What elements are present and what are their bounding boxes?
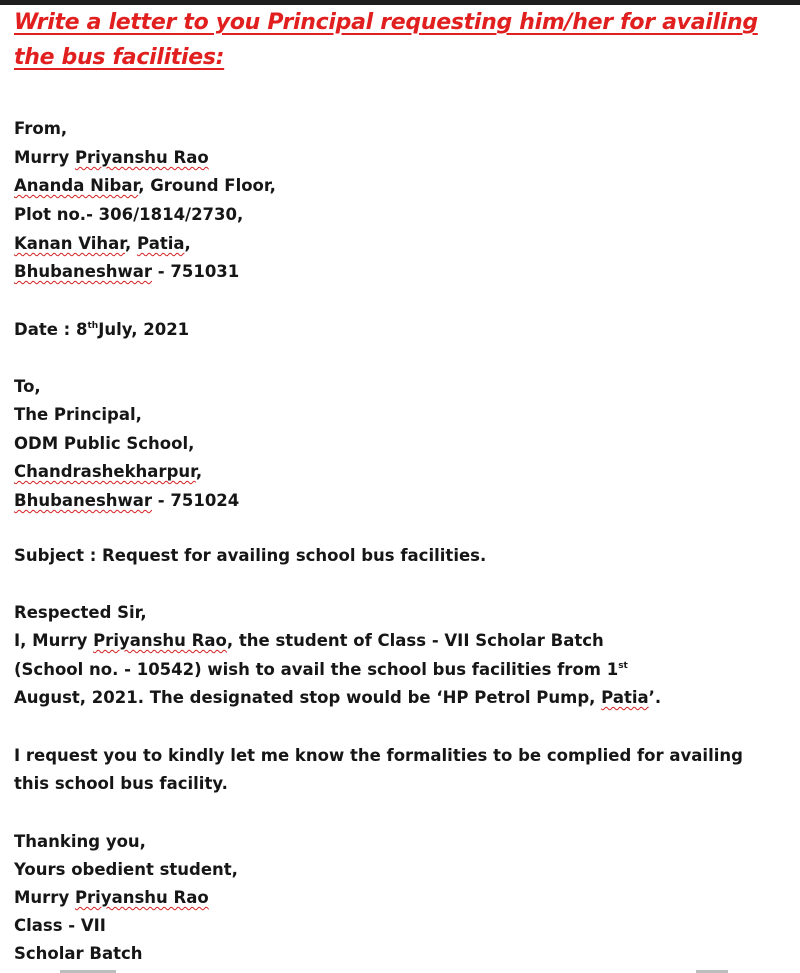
sender-area-end: ,: [184, 234, 191, 253]
recipient-area-name: Chandrashekharpur: [14, 462, 196, 481]
closing-name-spellcheck: Priyanshu Rao: [74, 888, 209, 907]
body-line-2-text: (School no. - 10542) wish to avail the school bus facilities from 1: [14, 660, 619, 679]
body-line-3-end: ’.: [648, 688, 662, 707]
to-label: To,: [14, 377, 41, 396]
letter-title-line-2: the bus facilities:: [14, 45, 225, 70]
body-line-3-a: August, 2021. The designated stop would be ‘HP Petrol Pump,: [14, 688, 602, 707]
sender-area-patia: Patia: [137, 234, 185, 253]
sender-pin: - 751031: [152, 262, 240, 281]
sender-address-line-1: [14, 176, 276, 196]
closing-yours: Yours obedient student,: [14, 860, 238, 879]
body-line-2-sup: st: [618, 661, 628, 671]
recipient-area-end: ,: [195, 462, 203, 481]
body-line-1-a: I, Murry: [14, 631, 94, 650]
closing-thanks: Thanking you,: [14, 832, 146, 851]
letter-date: [14, 320, 189, 340]
date-prefix: Date : 8: [14, 320, 88, 339]
body-line-1: [14, 631, 604, 651]
sender-name: Murry Priyanshu Rao: [14, 148, 209, 167]
sender-address-name: Ananda Nibar: [14, 176, 139, 195]
sender-plot: Plot no.- 306/1814/2730,: [14, 205, 244, 224]
date-sup: th: [87, 321, 99, 331]
sender-address-floor: , Ground Floor,: [138, 176, 276, 195]
date-rest: July, 2021: [98, 320, 190, 339]
body-line-1-name: Priyanshu Rao: [93, 631, 227, 650]
sender-city-name: Bhubaneshwar: [14, 262, 153, 281]
sender-area-kanan: Kanan Vihar: [14, 234, 126, 253]
recipient-area: [14, 462, 202, 482]
body-para-2-line-1: I request you to kindly let me know the formalities to be complied for availing: [14, 746, 743, 765]
top-edge: [0, 0, 800, 5]
body-para-2-line-2: this school bus facility.: [14, 774, 228, 793]
body-line-2: [14, 660, 628, 680]
letter-subject: Subject : Request for availing school bus facilities.: [14, 546, 487, 565]
recipient-school: ODM Public School,: [14, 434, 195, 453]
closing-name: Murry Priyanshu Rao: [14, 888, 209, 907]
from-label: From,: [14, 119, 68, 138]
closing-class: Class - VII: [14, 916, 106, 935]
sender-name-spellcheck: Priyanshu Rao: [74, 148, 209, 167]
body-line-3: [14, 688, 661, 708]
sender-city: [14, 262, 239, 282]
body-line-1-b: , the student of Class - VII Scholar Batch: [226, 631, 604, 650]
recipient-city-name: Bhubaneshwar: [14, 491, 153, 510]
sender-area-sep: ,: [125, 234, 138, 253]
recipient-city: [14, 491, 239, 511]
letter-title-line-1: Write a letter to you Principal requesting him/her for availing: [14, 10, 758, 35]
sender-area: [14, 234, 191, 254]
body-line-3-patia: Patia: [601, 688, 649, 707]
recipient-pin: - 751024: [152, 491, 240, 510]
salutation: Respected Sir,: [14, 603, 147, 622]
closing-batch: Scholar Batch: [14, 944, 143, 963]
recipient-designation: The Principal,: [14, 405, 142, 424]
